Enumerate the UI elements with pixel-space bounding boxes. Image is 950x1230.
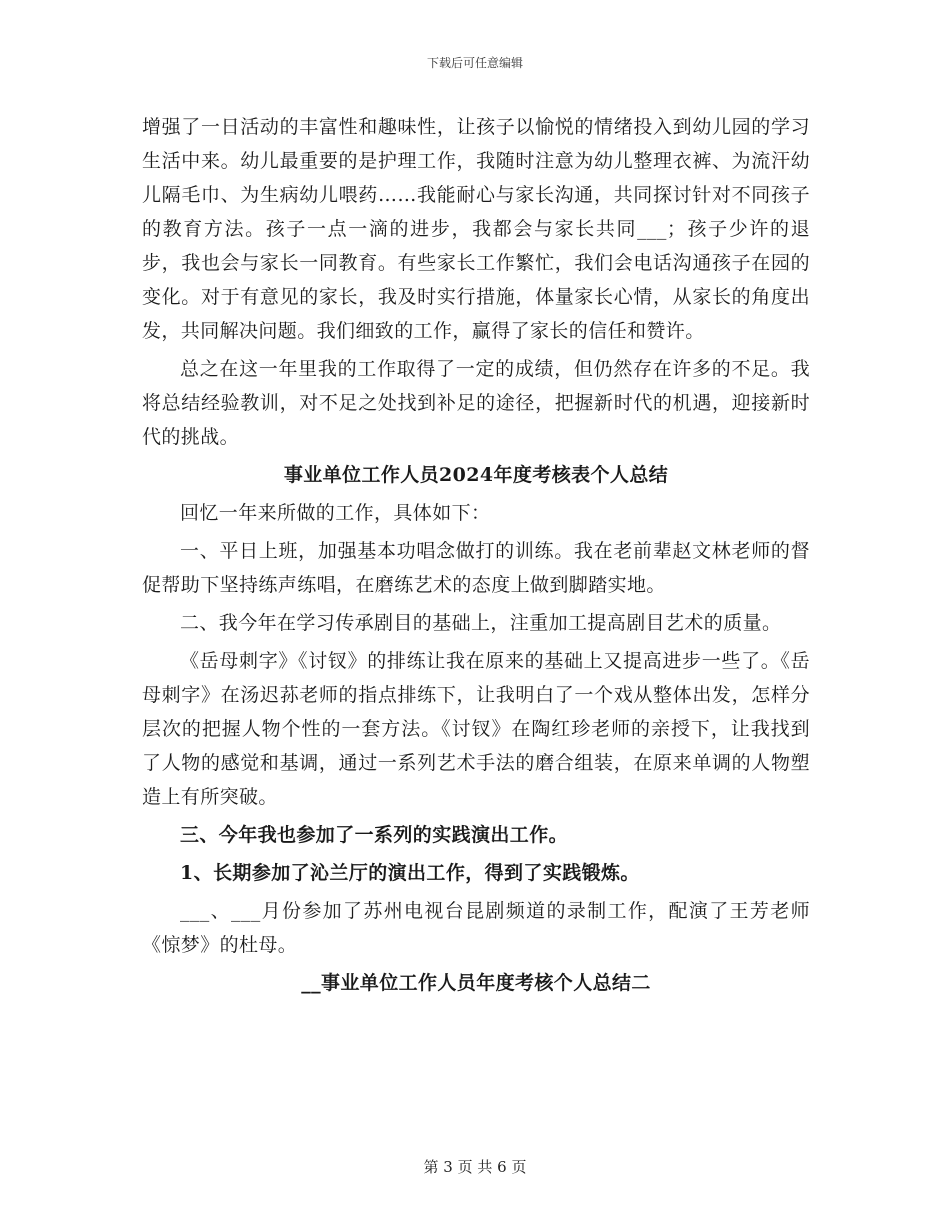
section-title-2024-summary: 事业单位工作人员2024年度考核表个人总结 bbox=[283, 464, 669, 486]
paragraph-review-intro: 回忆一年来所做的工作，具体如下： bbox=[180, 502, 491, 524]
page-header: 下载后可任意编辑 bbox=[426, 56, 523, 70]
paragraph-kindergarten-care: 增强了一日活动的丰富性和趣味性，让孩子以愉悦的情绪投入到幼儿园的学习生活中来。幼儿最重要的是护理工作，我随时注意为幼儿整理衣裤、为流汗幼儿隔毛巾、为生病幼儿喂药……我能耐心与家长沟通，共同探讨针对不同孩子的教育方法。孩子一点一滴的进步，我都会与家长共同___；孩子少许的退步，我也会与家长一同教育。有些家长工作繁忙，我们会电话沟通孩子在园的变化。对于有意见的家长，我及时实行措施，体量家长心情，从家长的角度出发，共同解决问题。我们细致的工作，赢得了家长的信任和赞许。 bbox=[142, 116, 810, 342]
document-body bbox=[142, 110, 810, 1000]
paragraph-conclusion: 总之在这一年里我的工作取得了一定的成绩，但仍然存在许多的不足。我将总结经验教训，对不足之处找到补足的途径，把握新时代的机遇，迎接新时代的挑战。 bbox=[142, 358, 810, 448]
paragraph-point-two: 二、我今年在学习传承剧目的基础上，注重加工提高剧目艺术的质量。 bbox=[180, 612, 782, 634]
paragraph-rehearsal: 《岳母刺字》《讨钗》的排练让我在原来的基础上又提高进步一些了。《岳母刺字》在汤迟荪老师的指点排练下，让我明白了一个戏从整体出发，怎样分层次的把握人物个性的一套方法。《讨钗》在陶红珍老师的亲授下，让我找到了人物的感觉和基调，通过一系列艺术手法的磨合组装，在原来单调的人物塑造上有所突破。 bbox=[142, 650, 810, 808]
paragraph-tv-recording: ___、___月份参加了苏州电视台昆剧频道的录制工作，配演了王芳老师《惊梦》的杜母。 bbox=[142, 900, 810, 956]
section-title-summary-two: __事业单位工作人员年度考核个人总结二 bbox=[301, 972, 651, 994]
paragraph-point-one: 一、平日上班，加强基本功唱念做打的训练。我在老前辈赵文林老师的督促帮助下坚持练声练唱，在磨练艺术的态度上做到脚踏实地。 bbox=[142, 540, 810, 596]
page-footer: 第 3 页 共 6 页 bbox=[423, 1158, 527, 1176]
heading-point-three-one: 1、长期参加了沁兰厅的演出工作，得到了实践锻炼。 bbox=[180, 862, 640, 884]
heading-point-three: 三、今年我也参加了一系列的实践演出工作。 bbox=[180, 824, 569, 846]
